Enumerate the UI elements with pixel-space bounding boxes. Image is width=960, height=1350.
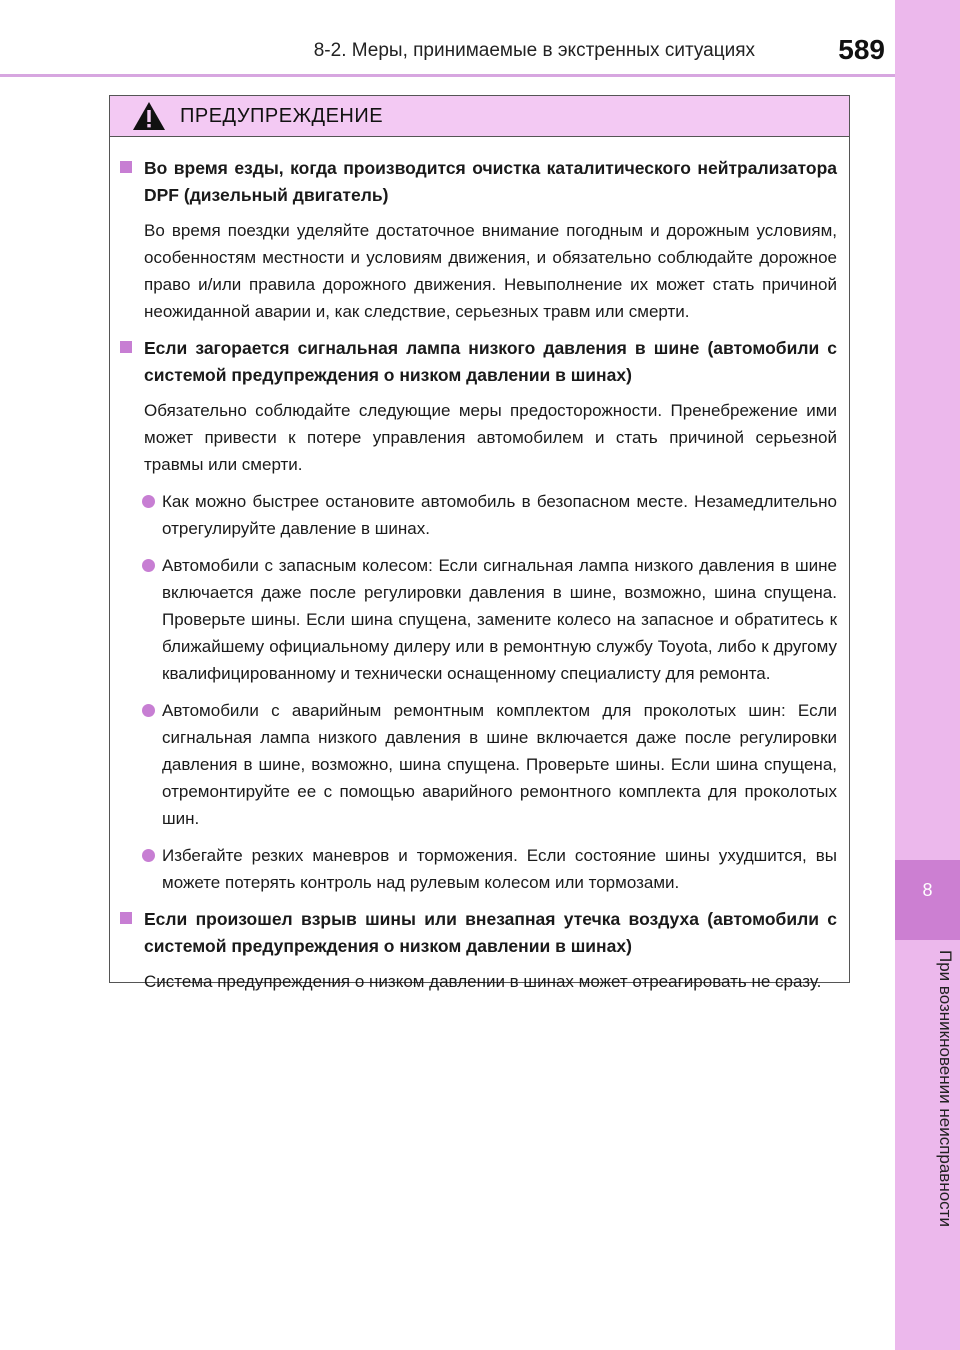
warning-box: [109, 95, 850, 991]
circle-bullet-icon: [142, 849, 155, 862]
list-item: [120, 842, 837, 896]
list-item-text: Автомобили с запасным колесом: Если сигнальная лампа низкого давления в шине включается даже после регулировки давления в шине, возможно, шина спущена. Проверьте шины. Если шина спущена, замените колесо на запасное и обратитесь к ближайшему официальному дилеру или в ремонтную службу Toyota, либо к другому квалифицированному и технически оснащенному специалисту для ремонта.: [162, 556, 837, 683]
list-item: [120, 488, 837, 542]
list-item: [120, 697, 837, 832]
page-number: 589: [838, 34, 885, 65]
list-item-text: Автомобили с аварийным ремонтным комплектом для проколотых шин: Если сигнальная лампа низкого давления в шине включается даже после регулировки давления в шине, возможно, шина спущена. Проверьте шины. Если шина спущена, отремонтируйте ее с помощью аварийного ремонтного комплекта для проколотых шин.: [162, 701, 837, 828]
item-paragraph: Обязательно соблюдайте следующие меры предосторожности. Пренебрежение ими может привести к потере управления автомобилем и стать причиной серьезной травмы или смерти.: [144, 401, 837, 474]
item-heading-text: Если загорается сигнальная лампа низкого давления в шине (автомобили с системой предупреждения о низком давлении в шинах): [144, 338, 837, 385]
item-heading: [120, 335, 837, 389]
page-header: [0, 0, 895, 76]
item-paragraph: Во время поездки уделяйте достаточное внимание погодным и дорожным условиям, особенностям местности и условиям движения, и обязательно соблюдайте дорожное право и/или правила дорожного движения. Невыполнение их может стать причиной неожиданной аварии и, как следствие, серьезных травм или смерти.: [144, 221, 837, 321]
circle-bullet-icon: [142, 704, 155, 717]
list-item-text: Как можно быстрее остановите автомобиль в безопасном месте. Незамедлительно отрегулируйте давление в шинах.: [162, 492, 837, 538]
list-item: [120, 552, 837, 687]
chapter-number: 8: [922, 880, 933, 900]
chapter-number-box: [895, 860, 960, 940]
warning-title: ПРЕДУПРЕЖДЕНИЕ: [180, 104, 384, 127]
section-title: 8-2. Меры, принимаемые в экстренных ситуациях: [313, 40, 755, 61]
warning-triangle-icon: [132, 101, 166, 131]
square-bullet-icon: [120, 161, 132, 173]
chapter-title: При возникновении неисправности: [936, 950, 955, 1227]
item-heading-text: Во время езды, когда производится очистка каталитического нейтрализатора DPF (дизельный двигатель): [144, 158, 837, 205]
item-heading-text: Если произошел взрыв шины или внезапная утечка воздуха (автомобили с системой предупреждения о низком давлении в шинах): [144, 909, 837, 956]
warning-header: [110, 96, 849, 137]
item-paragraph: Система предупреждения о низком давлении в шинах может отреагировать не сразу.: [144, 972, 822, 991]
item-heading: [120, 155, 837, 209]
square-bullet-icon: [120, 341, 132, 353]
circle-bullet-icon: [142, 495, 155, 508]
circle-bullet-icon: [142, 559, 155, 572]
item-heading: [120, 906, 837, 960]
warning-content: [110, 137, 849, 995]
header-divider: [0, 74, 895, 77]
list-item-text: Избегайте резких маневров и торможения. Если состояние шины ухудшится, вы можете потерять контроль над рулевым колесом или тормозами.: [162, 846, 837, 892]
square-bullet-icon: [120, 912, 132, 924]
